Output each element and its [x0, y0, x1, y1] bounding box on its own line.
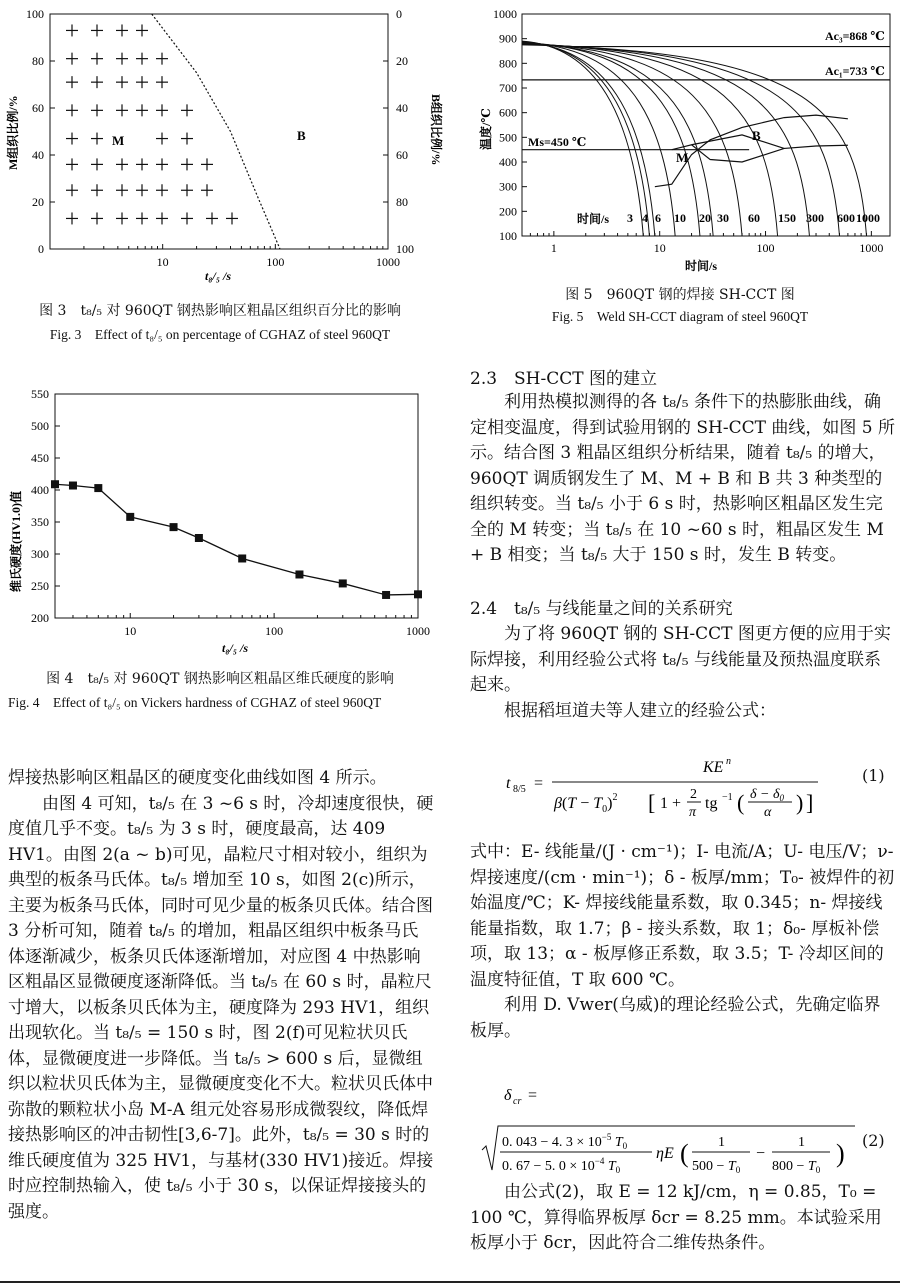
- fig3-ytick-left-label: 60: [32, 101, 44, 115]
- fig5-xtick-label: 1000: [859, 241, 884, 255]
- fig3-xtick-label: 10: [156, 255, 169, 269]
- fig5-curve-label: 4: [642, 211, 648, 225]
- bottom-rule: [0, 1281, 900, 1283]
- svg-text:KE: KE: [703, 759, 724, 776]
- fig3-region-m: M: [112, 133, 125, 148]
- fig3-caption-en: Fig. 3 Effect of t₈/₅ on percentage of CGHAZ of steel 960QT: [49, 327, 391, 342]
- fig4-series-line: [55, 484, 418, 595]
- fig3-chart: [0, 0, 443, 285]
- fig4-ytick-label: 450: [31, 451, 49, 465]
- fig3-ytick-right-label: 20: [396, 54, 408, 68]
- sec24-para-5: 由公式(2)，取 E = 12 kJ/cm，η = 0.85，T₀ = 100 ℃，算得临界板厚 δcr = 8.25 mm。本试验采用板厚小于 δcr，因此符合二维传热条件。: [470, 1182, 882, 1253]
- fig4-data-point: [69, 482, 77, 490]
- fig5-ytick-label: 300: [499, 179, 517, 194]
- svg-text:−1: −1: [722, 792, 733, 803]
- fig4-data-point: [339, 579, 347, 587]
- fig5-ytick-label: 900: [499, 31, 517, 46]
- fig5-xlabel: 时间/s: [685, 259, 718, 273]
- fig5-xtick-label: 10: [653, 241, 666, 255]
- fig5-region-b: B: [752, 128, 761, 143]
- fig5-ytick-label: 200: [499, 204, 517, 219]
- equation-2: [480, 1080, 860, 1180]
- sec23-para-1: 利用热模拟测得的各 t₈/₅ 条件下的热膨胀曲线，确定相变温度，得到试验用钢的 SH-CCT 曲线，如图 5 所示。结合图 3 粗晶区组织分析结果，随着 t₈/₅ 的增大，960QT 调质钢发生了 M、M + B 和 B 共 3 种类型的组织转变。当 t₈/₅ 小于 6 s 时，热影响区粗晶区发生完全的 M 转变；当 t₈/₅ 在 10 ~60 s 时，粗晶区发生 M + B 相变；当 t₈/₅ 大于 150 s 时，发生 B 转变。: [470, 392, 895, 565]
- equation-1-number: (1): [862, 766, 885, 785]
- fig3-ytick-left-label: 80: [32, 54, 44, 68]
- fig5-chart: [460, 0, 900, 285]
- fig4-xtick-label: 1000: [406, 624, 430, 638]
- fig5-curve-label: 1000: [856, 211, 880, 225]
- svg-text:t: t: [506, 775, 511, 792]
- fig3-ytick-left-label: 100: [26, 7, 44, 21]
- fig4-caption-en: Fig. 4 Effect of t₈/₅ on Vickers hardness of CGHAZ of steel 960QT: [8, 695, 382, 710]
- fig5-ms-label: Ms=450 ℃: [528, 135, 587, 149]
- svg-text:δ: δ: [504, 1087, 512, 1104]
- fig5-curve-label: 60: [748, 211, 760, 225]
- fig4-ytick-label: 300: [31, 547, 49, 561]
- fig3-boundary-line: [152, 14, 280, 249]
- fig3-ylabel-left: M组织比例/%: [6, 95, 20, 170]
- fig5-xtick-label: 1: [550, 241, 557, 255]
- fig5-ytick-label: 700: [499, 81, 517, 95]
- equation-1-graphic: [500, 752, 890, 822]
- fig4-xlabel: t₈/₅ /s: [222, 641, 249, 655]
- fig5-curve-label: 10: [674, 211, 686, 225]
- svg-text:tg: tg: [705, 795, 718, 812]
- fig5-ytick-label: 400: [499, 155, 517, 169]
- svg-text:β(T − T0)2: $\beta(T - T_0)^2$: [554, 792, 618, 815]
- fig5-ac1-label: Ac₁=733 ℃: [825, 64, 885, 78]
- svg-text:n: n: [726, 756, 731, 767]
- svg-text:1 +: 1 +: [660, 795, 682, 812]
- fig4-ytick-label: 200: [31, 611, 49, 625]
- fig5-ytick-label: 500: [499, 130, 517, 145]
- svg-text:]: ]: [806, 790, 814, 815]
- left-para-1: 由图 4 可知，t₈/₅ 在 3 ~6 s 时，冷却速度很快，硬度值几乎不变。t₈/₅ 为 3 s 时，硬度最高，达 409 HV1。由图 2(a ~ b)可见，晶粒尺寸相对较小，组织为典型的板条马氏体。t₈/₅ 增加至 10 s，如图 2(c)所示，主要为板条马氏体，同时可见少量的板条贝氏体。结合图 3 分析可知，随着 t₈/₅ 的增加，粗晶区组织中板条马氏体逐渐减少，板条贝氏体逐渐增加，对应图 4 中热影响区粗晶区显微硬度逐渐降低。当 t₈/₅ 在 60 s 时，晶粒尺寸增大，以板条贝氏体为主，硬度降为 293 HV1，组织出现软化。当 t₈/₅ = 150 s 时，图 2(f)可见粒状贝氏体，显微硬度进一步降低。当 t₈/₅ > 600 s 后，显微组织以粒状贝氏体为主，显微硬度变化不大。粒状贝氏体中弥散的颗粒状小岛 M-A 组元处容易形成微裂纹，降低焊接热影响区的冲击韧性[3,6-7]。此外，t₈/₅ = 30 s 时的维氏硬度值为 325 HV1，与基材(330 HV1)接近。焊接时应控制热输入，使 t₈/₅ 小于 30 s，以保证焊接接头的强度。: [8, 793, 434, 1222]
- svg-text:0. 67 − 5. 0 × 10−4 T0: 0. 67 − 5. $0 \times 10^{-4}$ $T_0$: [502, 1156, 621, 1175]
- fig4-caption-cn: 图 4 t₈/₅ 对 960QT 钢热影响区粗晶区维氏硬度的影响: [46, 671, 394, 687]
- svg-text:π: π: [689, 805, 697, 820]
- fig5-ytick-label: 800: [499, 56, 517, 71]
- fig3-xtick-label: 1000: [376, 255, 400, 269]
- fig4-plot-frame: [55, 394, 418, 618]
- fig4-data-point: [126, 513, 134, 521]
- sec24-para-1: 为了将 960QT 钢的 SH-CCT 图更方便的应用于实际焊接，利用经验公式将 t₈/₅ 与线能量及预热温度联系起来。: [470, 624, 891, 695]
- fig3-xlabel: t₈/₅ /s: [205, 269, 232, 283]
- fig5-caption-cn: 图 5 960QT 钢的焊接 SH-CCT 图: [565, 287, 795, 303]
- fig5-curve-label: 600: [837, 211, 855, 225]
- fig3-region-b: B: [297, 128, 306, 143]
- fig4-ytick-label: 350: [31, 515, 49, 529]
- svg-text:=: =: [528, 1087, 538, 1104]
- svg-text:1: 1: [798, 1135, 805, 1150]
- fig5-ytick-label: 600: [499, 105, 517, 120]
- fig5-ylabel: 温度/℃: [479, 108, 493, 150]
- fig5-region-m: M: [676, 150, 689, 165]
- fig3-ytick-right-label: 40: [396, 101, 408, 115]
- svg-text:): ): [796, 790, 804, 815]
- fig4-data-point: [94, 484, 102, 492]
- sec24-para-4: 利用 D. Vwer(乌威)的理论经验公式，先确定临界板厚。: [470, 995, 881, 1041]
- fig3-ytick-right-label: 80: [396, 195, 408, 209]
- equation-2-graphic: [480, 1080, 860, 1180]
- fig3-ytick-right-label: 0: [396, 7, 402, 21]
- svg-text:0. 043 − 4. 3 × 10−5 T0: 0. 043 − 4. $3 \times 10^{-5}$ $T_0$: [502, 1132, 628, 1151]
- fig4-data-point: [170, 523, 178, 531]
- svg-text:[: [: [648, 790, 656, 815]
- fig3-ytick-left-label: 20: [32, 195, 44, 209]
- fig5-xtick-label: 100: [756, 241, 775, 255]
- fig4-xtick-label: 100: [265, 624, 284, 638]
- fig3-xtick-label: 100: [266, 255, 285, 269]
- left-para-0: 焊接热影响区粗晶区的硬度变化曲线如图 4 所示。: [8, 768, 387, 788]
- fig3-plot-frame: [50, 14, 388, 249]
- sec24-heading: 2.4 t₈/₅ 与线能量之间的关系研究: [470, 599, 733, 619]
- fig4-data-point: [414, 590, 422, 598]
- fig5-curve-label: 20: [699, 211, 711, 225]
- sec24-para-2: 根据稻垣道夫等人建立的经验公式：: [504, 700, 776, 721]
- svg-text:800 − T0: $800 - T_0$: [772, 1159, 821, 1175]
- fig4-data-point: [238, 554, 246, 562]
- fig4-ytick-label: 500: [31, 419, 49, 433]
- fig5-curve-label: 3: [627, 211, 633, 225]
- fig5-time-label: 时间/s: [577, 212, 610, 226]
- fig5-curve-label: 6: [655, 211, 661, 225]
- sec24-para-3: 式中：E- 线能量/(J · cm⁻¹)；I- 电流/A；U- 电压/V；ν- 焊接速度/(cm · min⁻¹)；δ - 板厚/mm；T₀- 被焊件的初始温度/℃；K- 焊接线能量系数，取 0.345；n- 焊接线能量指数，取 1.7；β - 接头系数，取 1；δ₀- 厚板补偿项，取 13；α - 板厚修正系数，取 3.5；T- 冷却区间的温度特征值，T 取 600 ℃。: [470, 842, 895, 990]
- fig3-ytick-left-label: 0: [38, 242, 44, 256]
- fig5-curve-label: 150: [778, 211, 796, 225]
- fig4-xtick-label: 10: [124, 624, 137, 638]
- fig4-ytick-label: 250: [31, 579, 49, 593]
- fig4-ytick-label: 550: [31, 387, 49, 401]
- fig3-ytick-left-label: 40: [32, 148, 44, 162]
- fig4-ylabel: 维氏硬度(HV1.0)值: [9, 491, 23, 592]
- fig3-ylabel-right: B组织比例/%: [429, 94, 443, 166]
- svg-text:1: 1: [718, 1135, 725, 1150]
- fig4-data-point: [295, 570, 303, 578]
- svg-text:8/5: 8/5: [513, 784, 526, 795]
- fig5-ac3-label: Ac₃=868 ℃: [825, 29, 885, 43]
- fig3-ytick-right-label: 100: [396, 242, 414, 256]
- sec24-body-a: [470, 622, 895, 724]
- sec24-body-b: [470, 840, 895, 1044]
- sec23-heading: 2.3 SH-CCT 图的建立: [470, 369, 658, 389]
- svg-text:(: (: [737, 790, 745, 815]
- fig3-caption-cn: 图 3 t₈/₅ 对 960QT 钢热影响区粗晶区组织百分比的影响: [39, 303, 401, 319]
- left-body: [8, 766, 434, 1225]
- fig4-chart: [0, 380, 440, 660]
- equation-1: [500, 752, 890, 822]
- fig4-data-point: [195, 534, 203, 542]
- svg-text:δ − δ0: $\delta - \delta_0$: [750, 787, 784, 803]
- sec23-body: [470, 390, 895, 569]
- svg-text:−: −: [756, 1145, 766, 1162]
- sec24-body-c: [470, 1180, 895, 1257]
- svg-text:2: 2: [690, 787, 697, 802]
- equation-2-number: (2): [862, 1131, 885, 1150]
- fig4-ytick-label: 400: [31, 483, 49, 497]
- svg-text:(: (: [680, 1139, 689, 1168]
- fig5-ytick-label: 1000: [493, 7, 517, 21]
- fig3-ytick-right-label: 60: [396, 148, 408, 162]
- svg-text:α: α: [764, 805, 772, 820]
- fig5-m-b-line: [692, 135, 785, 149]
- svg-text:ηE: ηE: [656, 1145, 674, 1162]
- fig4-data-point: [382, 591, 390, 599]
- svg-text:500 − T0: $500 - T_0$: [692, 1159, 741, 1175]
- fig4-data-point: [51, 480, 59, 488]
- fig5-curve-label: 300: [806, 211, 824, 225]
- svg-text:=: =: [534, 775, 544, 792]
- fig5-caption-en: Fig. 5 Weld SH-CCT diagram of steel 960QT: [551, 309, 809, 324]
- fig5-curve-label: 30: [717, 211, 729, 225]
- svg-text:): ): [836, 1139, 845, 1168]
- svg-text:cr: cr: [513, 1096, 522, 1107]
- fig5-ytick-label: 100: [499, 229, 517, 243]
